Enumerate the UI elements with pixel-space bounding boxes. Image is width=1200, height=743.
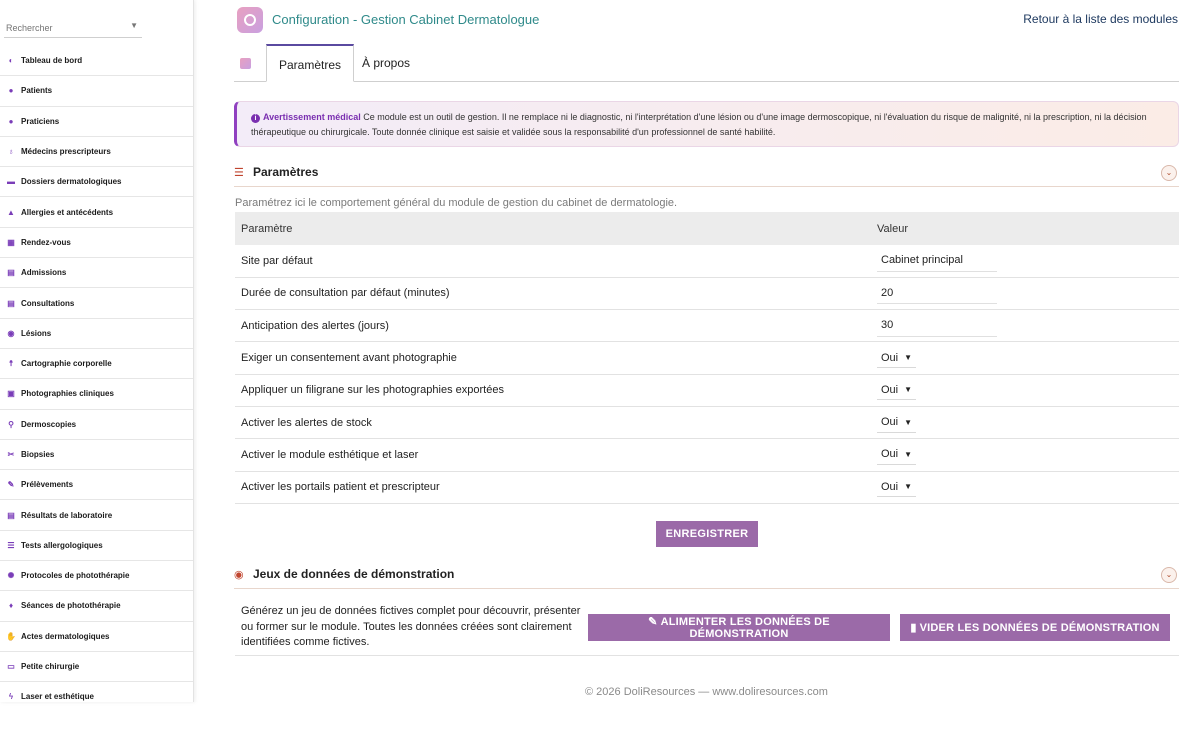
sidebar-item-label: Médecins prescripteurs — [21, 147, 111, 157]
medical-warning-banner — [234, 101, 1179, 147]
sidebar-item-label: Cartographie corporelle — [21, 359, 112, 369]
sidebar-item[interactable] — [0, 591, 193, 621]
param-input[interactable] — [877, 315, 997, 337]
param-select[interactable] — [877, 477, 916, 497]
search-input[interactable] — [4, 19, 124, 33]
footer-link[interactable]: www.doliresources.com — [712, 686, 828, 698]
doctor-icon: ● — [8, 116, 14, 126]
sidebar-item-label: Tableau de bord — [21, 56, 83, 66]
tab-parametres[interactable]: Paramètres — [266, 44, 354, 82]
sidebar-item-label: Séances de photothérapie — [21, 601, 121, 611]
sidebar-item[interactable] — [0, 319, 193, 349]
sidebar-item[interactable] — [0, 107, 193, 137]
table-row — [235, 374, 1179, 406]
dashboard-icon: ◐ — [8, 56, 14, 66]
param-label: Appliquer un filigrane sur les photographies exportées — [235, 374, 877, 406]
clipboard-icon: ▤ — [7, 268, 15, 278]
tab-bar — [234, 44, 1179, 82]
table-row — [235, 277, 1179, 309]
demo-description: Générez un jeu de données fictives complet pour découvrir, présenter ou former sur le module. Toutes les données créées sont clairement identifiées comme fictives. — [241, 605, 581, 648]
chevron-down-icon: ▼ — [904, 449, 913, 459]
trash-icon: ▮ — [910, 622, 917, 634]
back-to-modules-link[interactable]: Retour à la liste des modules — [1023, 12, 1178, 26]
table-row — [235, 342, 1179, 374]
sidebar-item[interactable] — [0, 531, 193, 561]
sidebar-item[interactable] — [0, 622, 193, 652]
param-value-cell — [877, 342, 1179, 374]
sidebar-menu — [0, 46, 193, 702]
value-column-header: Valeur — [877, 212, 1179, 245]
select-value: Oui — [881, 416, 899, 429]
params-section-title: Paramètres — [253, 165, 319, 179]
circle-icon: ◉ — [7, 328, 15, 338]
param-input[interactable] — [877, 282, 997, 304]
sidebar-item-label: Patients — [21, 86, 53, 96]
bed-icon: ▭ — [7, 662, 15, 672]
table-row — [235, 406, 1179, 438]
param-label: Activer les alertes de stock — [235, 406, 877, 438]
sidebar-item-label: Allergies et antécédents — [21, 207, 114, 217]
empty-demo-data-button[interactable] — [900, 614, 1170, 641]
list-icon: ☰ — [7, 540, 15, 550]
param-value-cell — [877, 374, 1179, 406]
param-value-cell — [877, 406, 1179, 438]
bulb-icon: ♦ — [8, 601, 14, 611]
sidebar-item-label: Prélèvements — [21, 480, 74, 490]
sidebar-item[interactable] — [0, 682, 193, 702]
sliders-icon: ☰ — [234, 167, 244, 179]
demo-block — [235, 598, 1179, 656]
sidebar-item[interactable] — [0, 500, 193, 530]
demo-section-header — [234, 565, 1179, 589]
table-row — [235, 439, 1179, 471]
stethoscope-icon: ♁ — [8, 147, 14, 157]
param-label: Activer les portails patient et prescripteur — [235, 471, 877, 503]
chevron-down-icon: ▼ — [904, 482, 913, 492]
select-value: Oui — [881, 480, 899, 493]
sidebar-item[interactable] — [0, 46, 193, 76]
param-input[interactable] — [877, 250, 997, 272]
param-select[interactable] — [877, 380, 916, 400]
param-select[interactable] — [877, 413, 916, 433]
warning-icon: ▲ — [7, 207, 15, 217]
sidebar-item[interactable] — [0, 652, 193, 682]
footer-copyright: © 2026 DoliResources — — [585, 686, 710, 698]
sun-icon: ✺ — [7, 571, 15, 581]
param-select[interactable] — [877, 348, 916, 368]
empty-demo-label: VIDER LES DONNÉES DE DÉMONSTRATION — [919, 622, 1160, 634]
chevron-down-icon: ▼ — [904, 385, 913, 395]
module-logo-icon — [237, 7, 263, 33]
sidebar-item-label: Petite chirurgie — [21, 662, 80, 672]
info-icon: i — [251, 114, 260, 123]
sidebar-item-label: Résultats de laboratoire — [21, 510, 113, 520]
select-value: Oui — [881, 383, 899, 396]
folder-icon: ▬ — [7, 177, 15, 187]
sidebar — [0, 0, 194, 702]
scissors-icon: ✂ — [7, 450, 15, 459]
warning-title: Avertissement médical — [263, 112, 361, 122]
chevron-down-icon: ▼ — [904, 353, 913, 363]
sidebar-item-label: Photographies cliniques — [21, 389, 114, 399]
param-column-header: Paramètre — [235, 212, 877, 245]
sidebar-item[interactable] — [0, 379, 193, 409]
param-value-cell — [877, 471, 1179, 503]
save-button[interactable]: ENREGISTRER — [656, 521, 758, 547]
chevron-down-icon: ▼ — [904, 417, 913, 427]
document-icon: ▤ — [7, 510, 15, 520]
params-table — [235, 212, 1179, 504]
sidebar-item-label: Lésions — [21, 328, 52, 338]
select-value: Oui — [881, 448, 899, 461]
hand-icon: ✋ — [6, 631, 16, 641]
param-value-cell — [877, 245, 1179, 277]
sidebar-item[interactable] — [0, 197, 193, 227]
sidebar-item[interactable] — [0, 228, 193, 258]
user-icon: ● — [8, 86, 14, 96]
sidebar-item[interactable] — [0, 561, 193, 591]
sidebar-item-label: Tests allergologiques — [21, 540, 103, 550]
demo-section-title: Jeux de données de démonstration — [253, 567, 455, 581]
sidebar-item[interactable] — [0, 167, 193, 197]
footer — [585, 686, 828, 698]
sidebar-item-label: Dermoscopies — [21, 419, 77, 429]
sidebar-item-label: Praticiens — [21, 116, 60, 126]
fill-demo-label: ALIMENTER LES DONNÉES DE DÉMONSTRATION — [660, 616, 830, 640]
params-description: Paramétrez ici le comportement général du module de gestion du cabinet de dermatologie. — [235, 197, 678, 209]
sidebar-item-label: Biopsies — [21, 450, 55, 459]
param-value-cell — [877, 310, 1179, 342]
fill-demo-data-button[interactable] — [588, 614, 890, 641]
sidebar-item[interactable] — [0, 440, 193, 470]
param-label: Durée de consultation par défaut (minutes) — [235, 277, 877, 309]
page-title: Configuration - Gestion Cabinet Dermatologue — [272, 12, 540, 27]
param-value-cell — [877, 439, 1179, 471]
param-value-cell — [877, 277, 1179, 309]
sidebar-item[interactable] — [0, 76, 193, 106]
param-label: Anticipation des alertes (jours) — [235, 310, 877, 342]
params-section-header — [234, 163, 1179, 187]
table-row — [235, 310, 1179, 342]
warning-text: Ce module est un outil de gestion. Il ne remplace ni le diagnostic, ni l'interprétation d'une lésion ou d'une image dermoscopique, ni l'évaluation du risque de malignité, ni la prescription, ni la décision thérapeutique ou chirurgicale. Toute donnée clinique est saisie et validée sous la responsabilité d'un professionnel de santé habilité. — [251, 112, 1147, 137]
chevron-down-icon[interactable]: ▼ — [130, 21, 138, 30]
sidebar-item[interactable] — [0, 410, 193, 440]
sidebar-item[interactable] — [0, 137, 193, 167]
clipboard-icon: ▤ — [7, 298, 15, 308]
sidebar-item-label: Laser et esthétique — [21, 692, 94, 702]
database-icon: ◉ — [234, 569, 244, 581]
sidebar-item[interactable] — [0, 258, 193, 288]
bolt-icon: ϟ — [8, 692, 14, 702]
collapse-demo-button[interactable]: ⌄ — [1161, 567, 1177, 583]
sidebar-item[interactable] — [0, 288, 193, 318]
param-label: Activer le module esthétique et laser — [235, 439, 877, 471]
table-row — [235, 471, 1179, 503]
sidebar-item-label: Consultations — [21, 298, 75, 308]
select-value: Oui — [881, 351, 899, 364]
calendar-icon: ▦ — [7, 237, 15, 247]
param-select[interactable] — [877, 445, 916, 465]
param-label: Exiger un consentement avant photographie — [235, 342, 877, 374]
magnifier-icon: ⚲ — [8, 419, 14, 429]
body-icon: ☨ — [8, 359, 14, 369]
sidebar-item[interactable] — [0, 349, 193, 379]
sidebar-item-label: Rendez-vous — [21, 237, 71, 247]
tab-a-propos[interactable]: À propos — [362, 56, 411, 70]
sidebar-item-label: Actes dermatologiques — [21, 631, 110, 641]
sidebar-search[interactable] — [4, 18, 142, 38]
module-tab-icon — [240, 58, 251, 69]
sidebar-item-label: Protocoles de photothérapie — [21, 571, 130, 581]
syringe-icon: ✎ — [7, 480, 15, 490]
params-header-row — [235, 212, 1179, 245]
magic-wand-icon: ✎ — [648, 616, 658, 628]
param-label: Site par défaut — [235, 245, 877, 277]
collapse-params-button[interactable]: ⌄ — [1161, 165, 1177, 181]
sidebar-item-label: Admissions — [21, 268, 67, 278]
camera-icon: ▣ — [7, 389, 15, 399]
sidebar-item-label: Dossiers dermatologiques — [21, 177, 122, 187]
table-row — [235, 245, 1179, 277]
sidebar-item[interactable] — [0, 470, 193, 500]
